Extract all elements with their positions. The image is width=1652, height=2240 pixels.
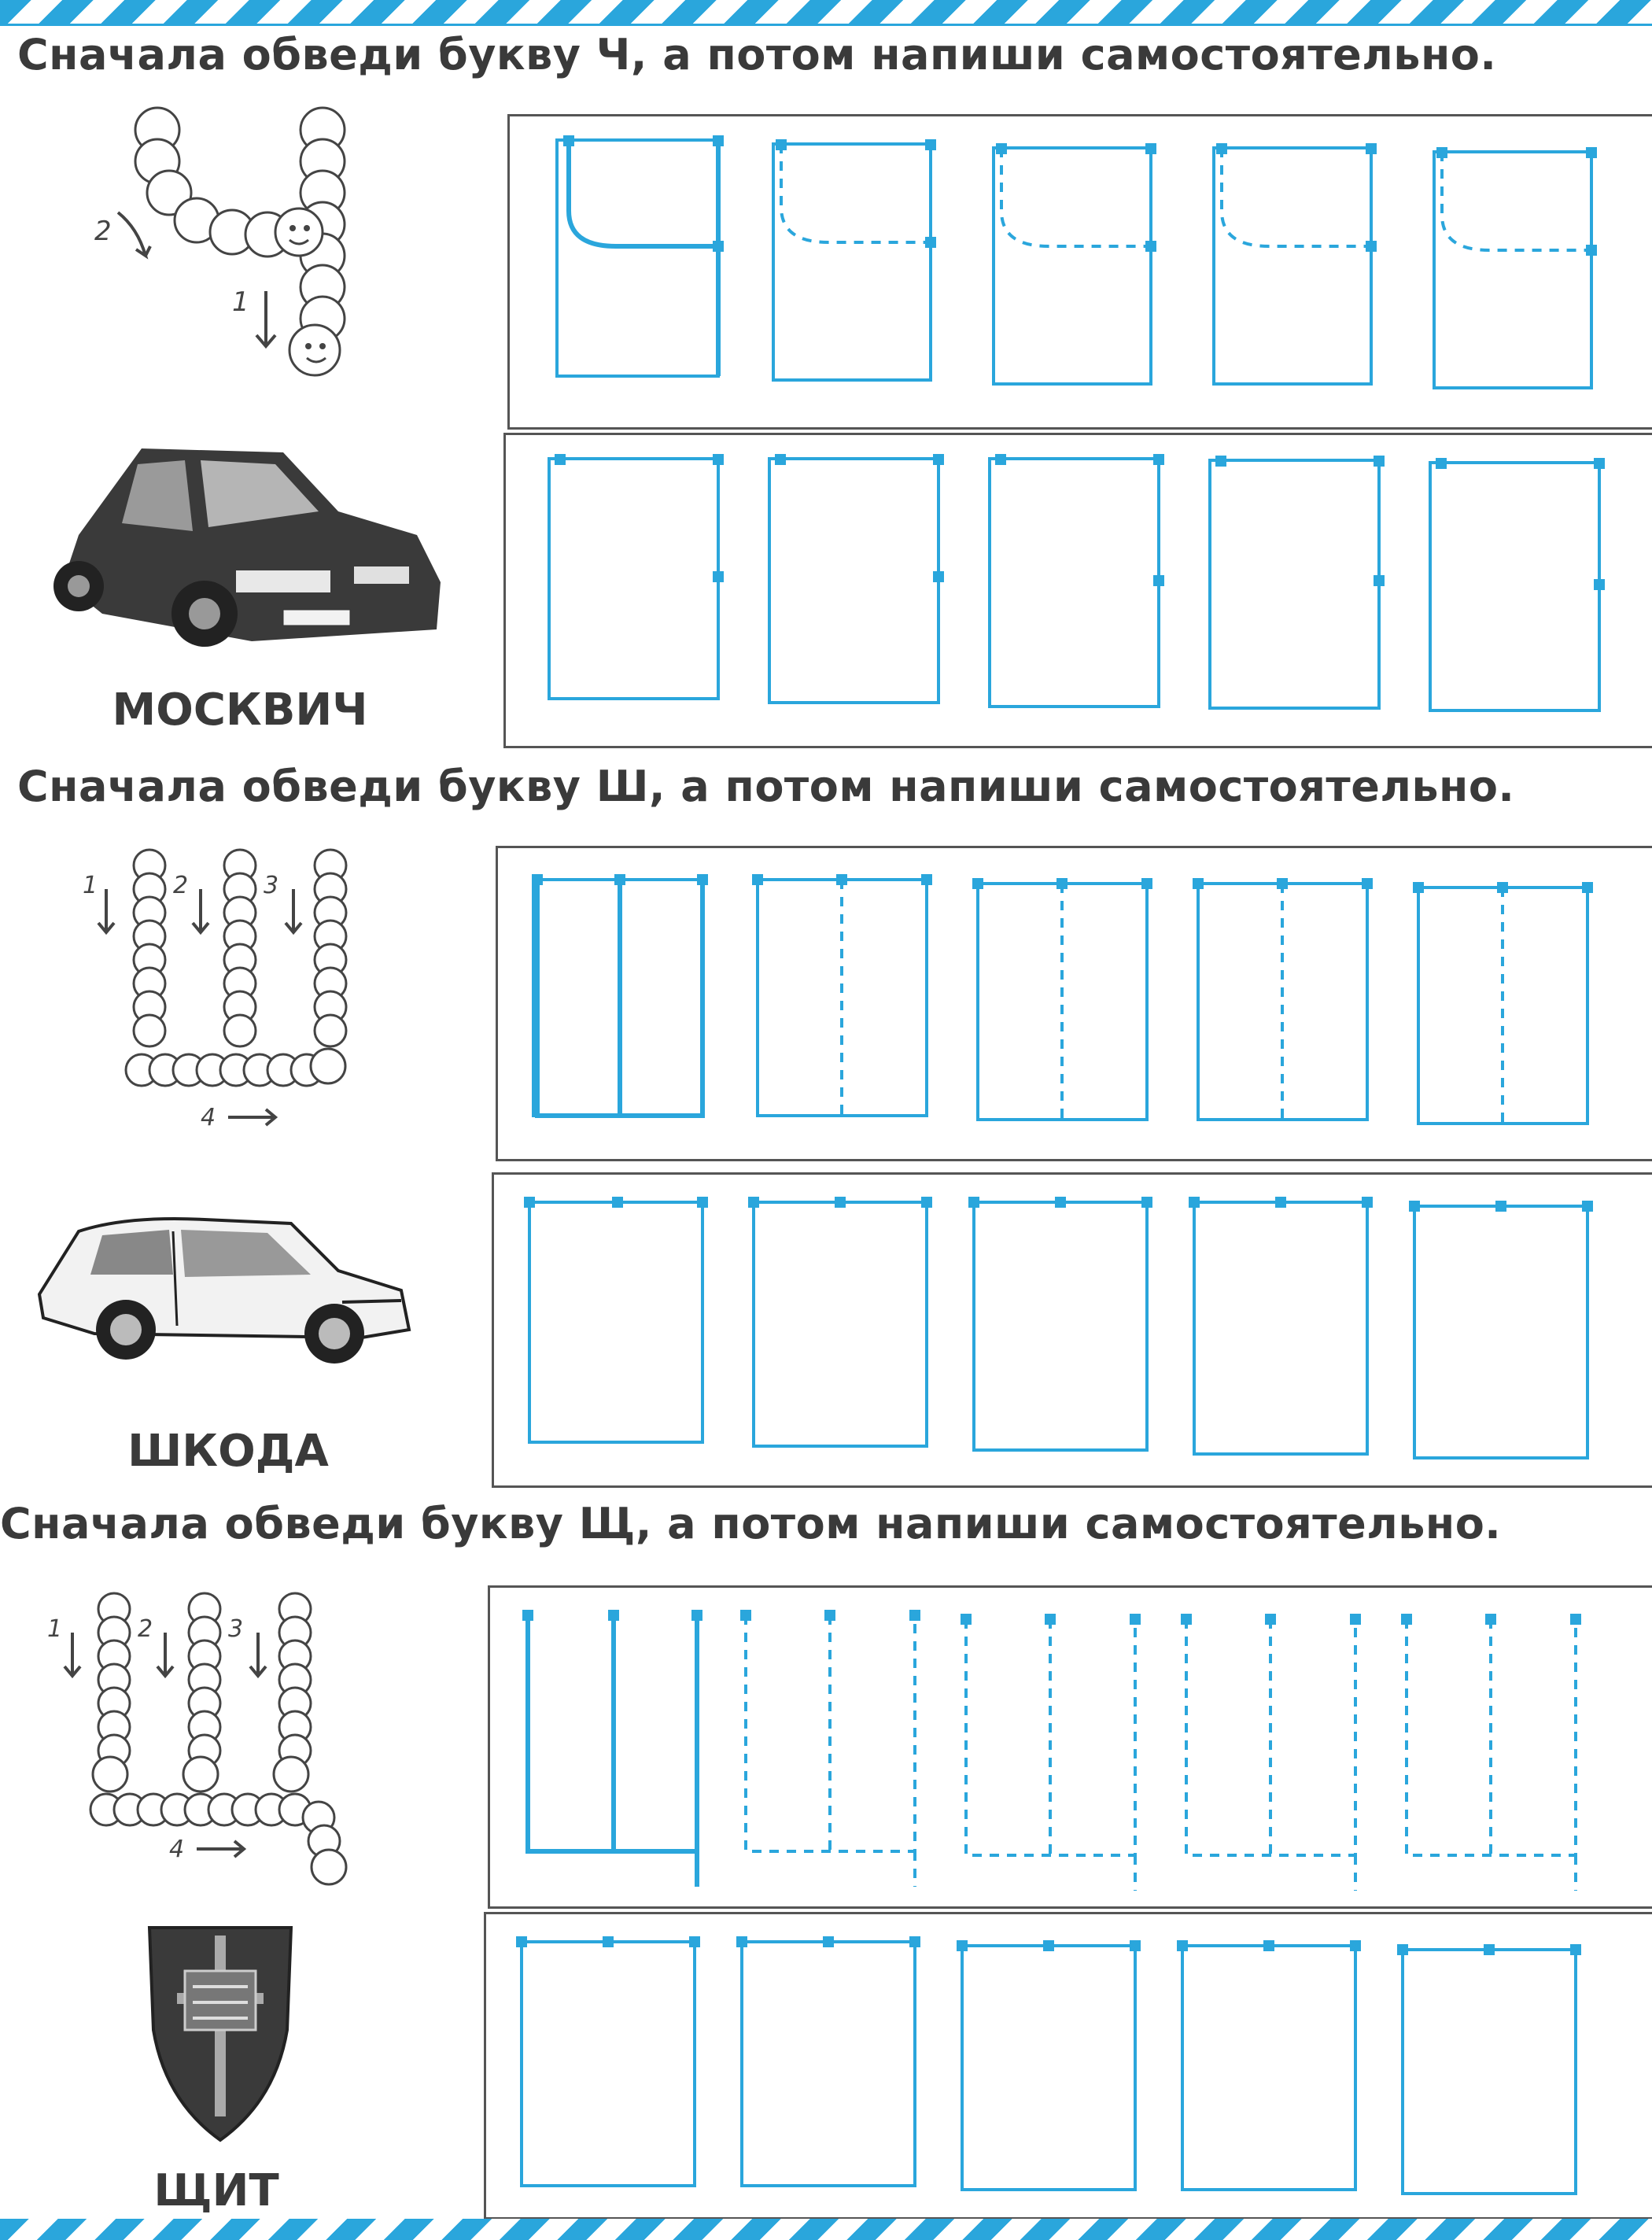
caterpillar-letter-ch [79,102,362,386]
tracing-row-ch[interactable] [510,116,1652,427]
tracing-row-sh[interactable] [498,848,1652,1159]
instruction-shch: Сначала обведи букву Щ, а потом напиши самостоятельно. [0,1499,1502,1548]
tracing-panel-shch[interactable] [488,1585,1652,1909]
step-1-label: 1 [83,872,98,899]
writing-panel-sh[interactable] [492,1172,1652,1488]
writing-row-shch[interactable] [486,1914,1652,2217]
instruction-sh: Сначала обведи букву Ш, а потом напиши самостоятельно. [17,762,1515,811]
step-3-label: 3 [228,1615,244,1643]
writing-panel-ch[interactable] [503,433,1652,748]
step-1-label: 1 [47,1615,63,1643]
word-shchit: ЩИТ [153,2165,279,2216]
step-2-label: 2 [94,216,112,247]
tracing-panel-ch[interactable] [507,114,1652,430]
word-skoda: ШКОДА [127,1426,329,1477]
caterpillar-letter-shch [39,1585,370,1900]
picture-car-moskvich [47,417,456,677]
instruction-ch: Сначала обведи букву Ч, а потом напиши самостоятельно. [17,30,1497,79]
tracing-panel-sh[interactable] [496,846,1652,1161]
writing-row-ch[interactable] [506,435,1652,746]
step-2-label: 2 [173,872,189,899]
word-moskvich: МОСКВИЧ [112,685,368,736]
step-2-label: 2 [138,1615,153,1643]
step-4-label: 4 [201,1104,216,1131]
tracing-row-shch[interactable] [490,1588,1652,1906]
caterpillar-letter-sh [75,846,358,1137]
bottom-decorative-stripe [0,2219,1652,2240]
step-4-label: 4 [169,1836,185,1863]
step-3-label: 3 [264,872,279,899]
writing-panel-shch[interactable] [484,1912,1652,2220]
writing-row-sh[interactable] [494,1175,1652,1485]
picture-shield [142,1920,299,2144]
top-decorative-stripe [0,0,1652,26]
picture-car-skoda [31,1200,417,1365]
step-1-label: 1 [232,286,249,318]
